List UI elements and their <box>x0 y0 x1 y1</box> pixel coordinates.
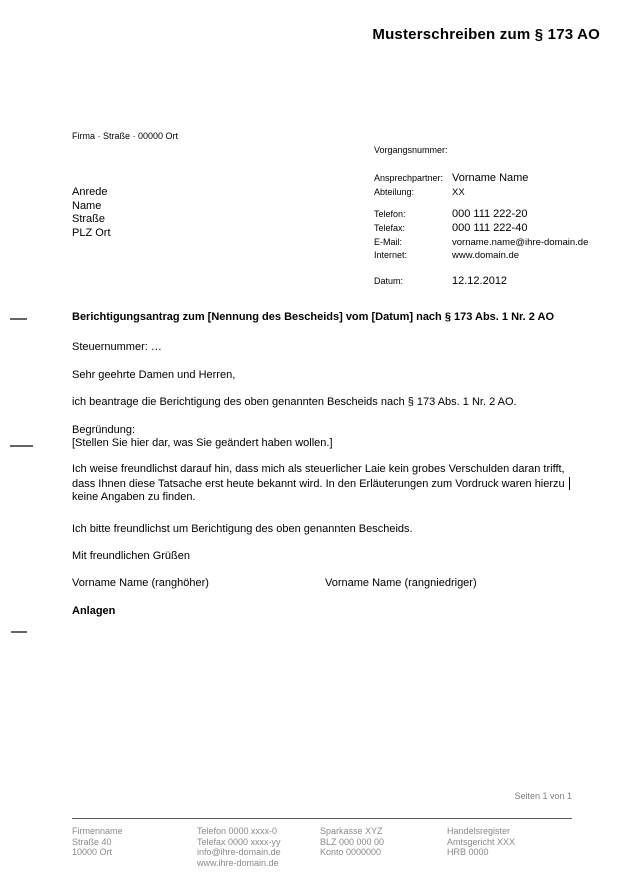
footer-contact-column: Telefon 0000 xxxx-0 Telefax 0000 xxxx-yy info@ihre-domain.de www.ihre-domain.de <box>197 826 281 868</box>
department-label: Abteilung: <box>374 187 415 197</box>
attachments-label: Anlagen <box>72 604 116 617</box>
letter-body <box>72 311 577 618</box>
phone-row <box>374 208 604 222</box>
signature-senior: Vorname Name (ranghöher) <box>72 577 209 590</box>
date-value: 12.12.2012 <box>452 275 508 287</box>
footer-divider <box>72 818 572 819</box>
reason-placeholder: [Stellen Sie hier dar, was Sie geändert haben wollen.] <box>72 437 333 450</box>
note-line-2: dass Ihnen diese Tatsache erst heute bekannt wird. In den Erläuterungen zum Vordruck waren hierzu <box>72 477 565 490</box>
website-row <box>374 250 604 263</box>
page-indicator: Seiten 1 von 1 <box>514 791 572 801</box>
request-paragraph: ich beantrage die Berichtigung des oben genannten Bescheids nach § 173 Abs. 1 Nr. 2 AO. <box>72 396 517 409</box>
salutation: Sehr geehrte Damen und Herren, <box>72 368 236 381</box>
email-value: vorname.name@ihre-domain.de <box>452 237 589 248</box>
punch-mark <box>10 445 33 447</box>
sender-return-address: Firma · Straße · 00000 Ort <box>72 131 179 141</box>
note-line-1: Ich weise freundlichst darauf hin, dass mich als steuerlicher Laie kein grobes Verschulden daran trifft, <box>72 463 565 476</box>
text-cursor <box>569 477 570 490</box>
contact-person-value: Vorname Name <box>452 172 529 184</box>
footer-bank-column: Sparkasse XYZ BLZ 000 000 00 Konto 0000000 <box>320 826 385 857</box>
subject-line: Berichtigungsantrag zum [Nennung des Bescheids] vom [Datum] nach § 173 Abs. 1 Nr. 2 AO <box>72 311 555 323</box>
reason-label: Begründung: <box>72 423 135 436</box>
reason-paragraph <box>72 424 577 451</box>
fax-label: Telefax: <box>374 223 406 233</box>
date-row <box>374 275 604 287</box>
date-label: Datum: <box>374 276 404 286</box>
case-number-row <box>374 145 604 158</box>
department-value: XX <box>452 187 465 198</box>
email-label: E-Mail: <box>374 237 403 247</box>
website-label: Internet: <box>374 250 408 260</box>
closing-request-paragraph: Ich bitte freundlichst um Berichtigung des oben genannten Bescheids. <box>72 522 413 535</box>
document-title: Musterschreiben zum § 173 AO <box>372 26 600 43</box>
phone-value: 000 111 222-20 <box>452 208 528 220</box>
case-number-label: Vorgangsnummer: <box>374 145 448 155</box>
note-paragraph <box>72 463 577 504</box>
closing-formula: Mit freundlichen Grüßen <box>72 550 190 563</box>
signature-row <box>72 577 577 590</box>
contact-person-label: Ansprechpartner: <box>374 173 444 183</box>
fold-mark-top <box>10 318 27 320</box>
footer <box>72 826 582 868</box>
fold-mark-bottom <box>11 631 27 633</box>
info-block <box>374 145 604 287</box>
contact-person-row <box>374 172 604 187</box>
fax-value: 000 111 222-40 <box>452 222 528 234</box>
fax-row <box>374 222 604 237</box>
footer-register-column: Handelsregister Amtsgericht XXX HRB 0000 <box>447 826 516 857</box>
recipient-address-block: Anrede Name Straße PLZ Ort <box>72 186 111 239</box>
phone-label: Telefon: <box>374 209 406 219</box>
note-line-3: keine Angaben zu finden. <box>72 491 196 504</box>
website-value: www.domain.de <box>452 250 520 261</box>
tax-number-line: Steuernummer: … <box>72 341 162 354</box>
department-row <box>374 187 604 200</box>
signature-junior: Vorname Name (rangniedriger) <box>325 577 477 590</box>
footer-company-column: Firmenname Straße 40 10000 Ort <box>72 826 123 857</box>
email-row <box>374 237 604 250</box>
